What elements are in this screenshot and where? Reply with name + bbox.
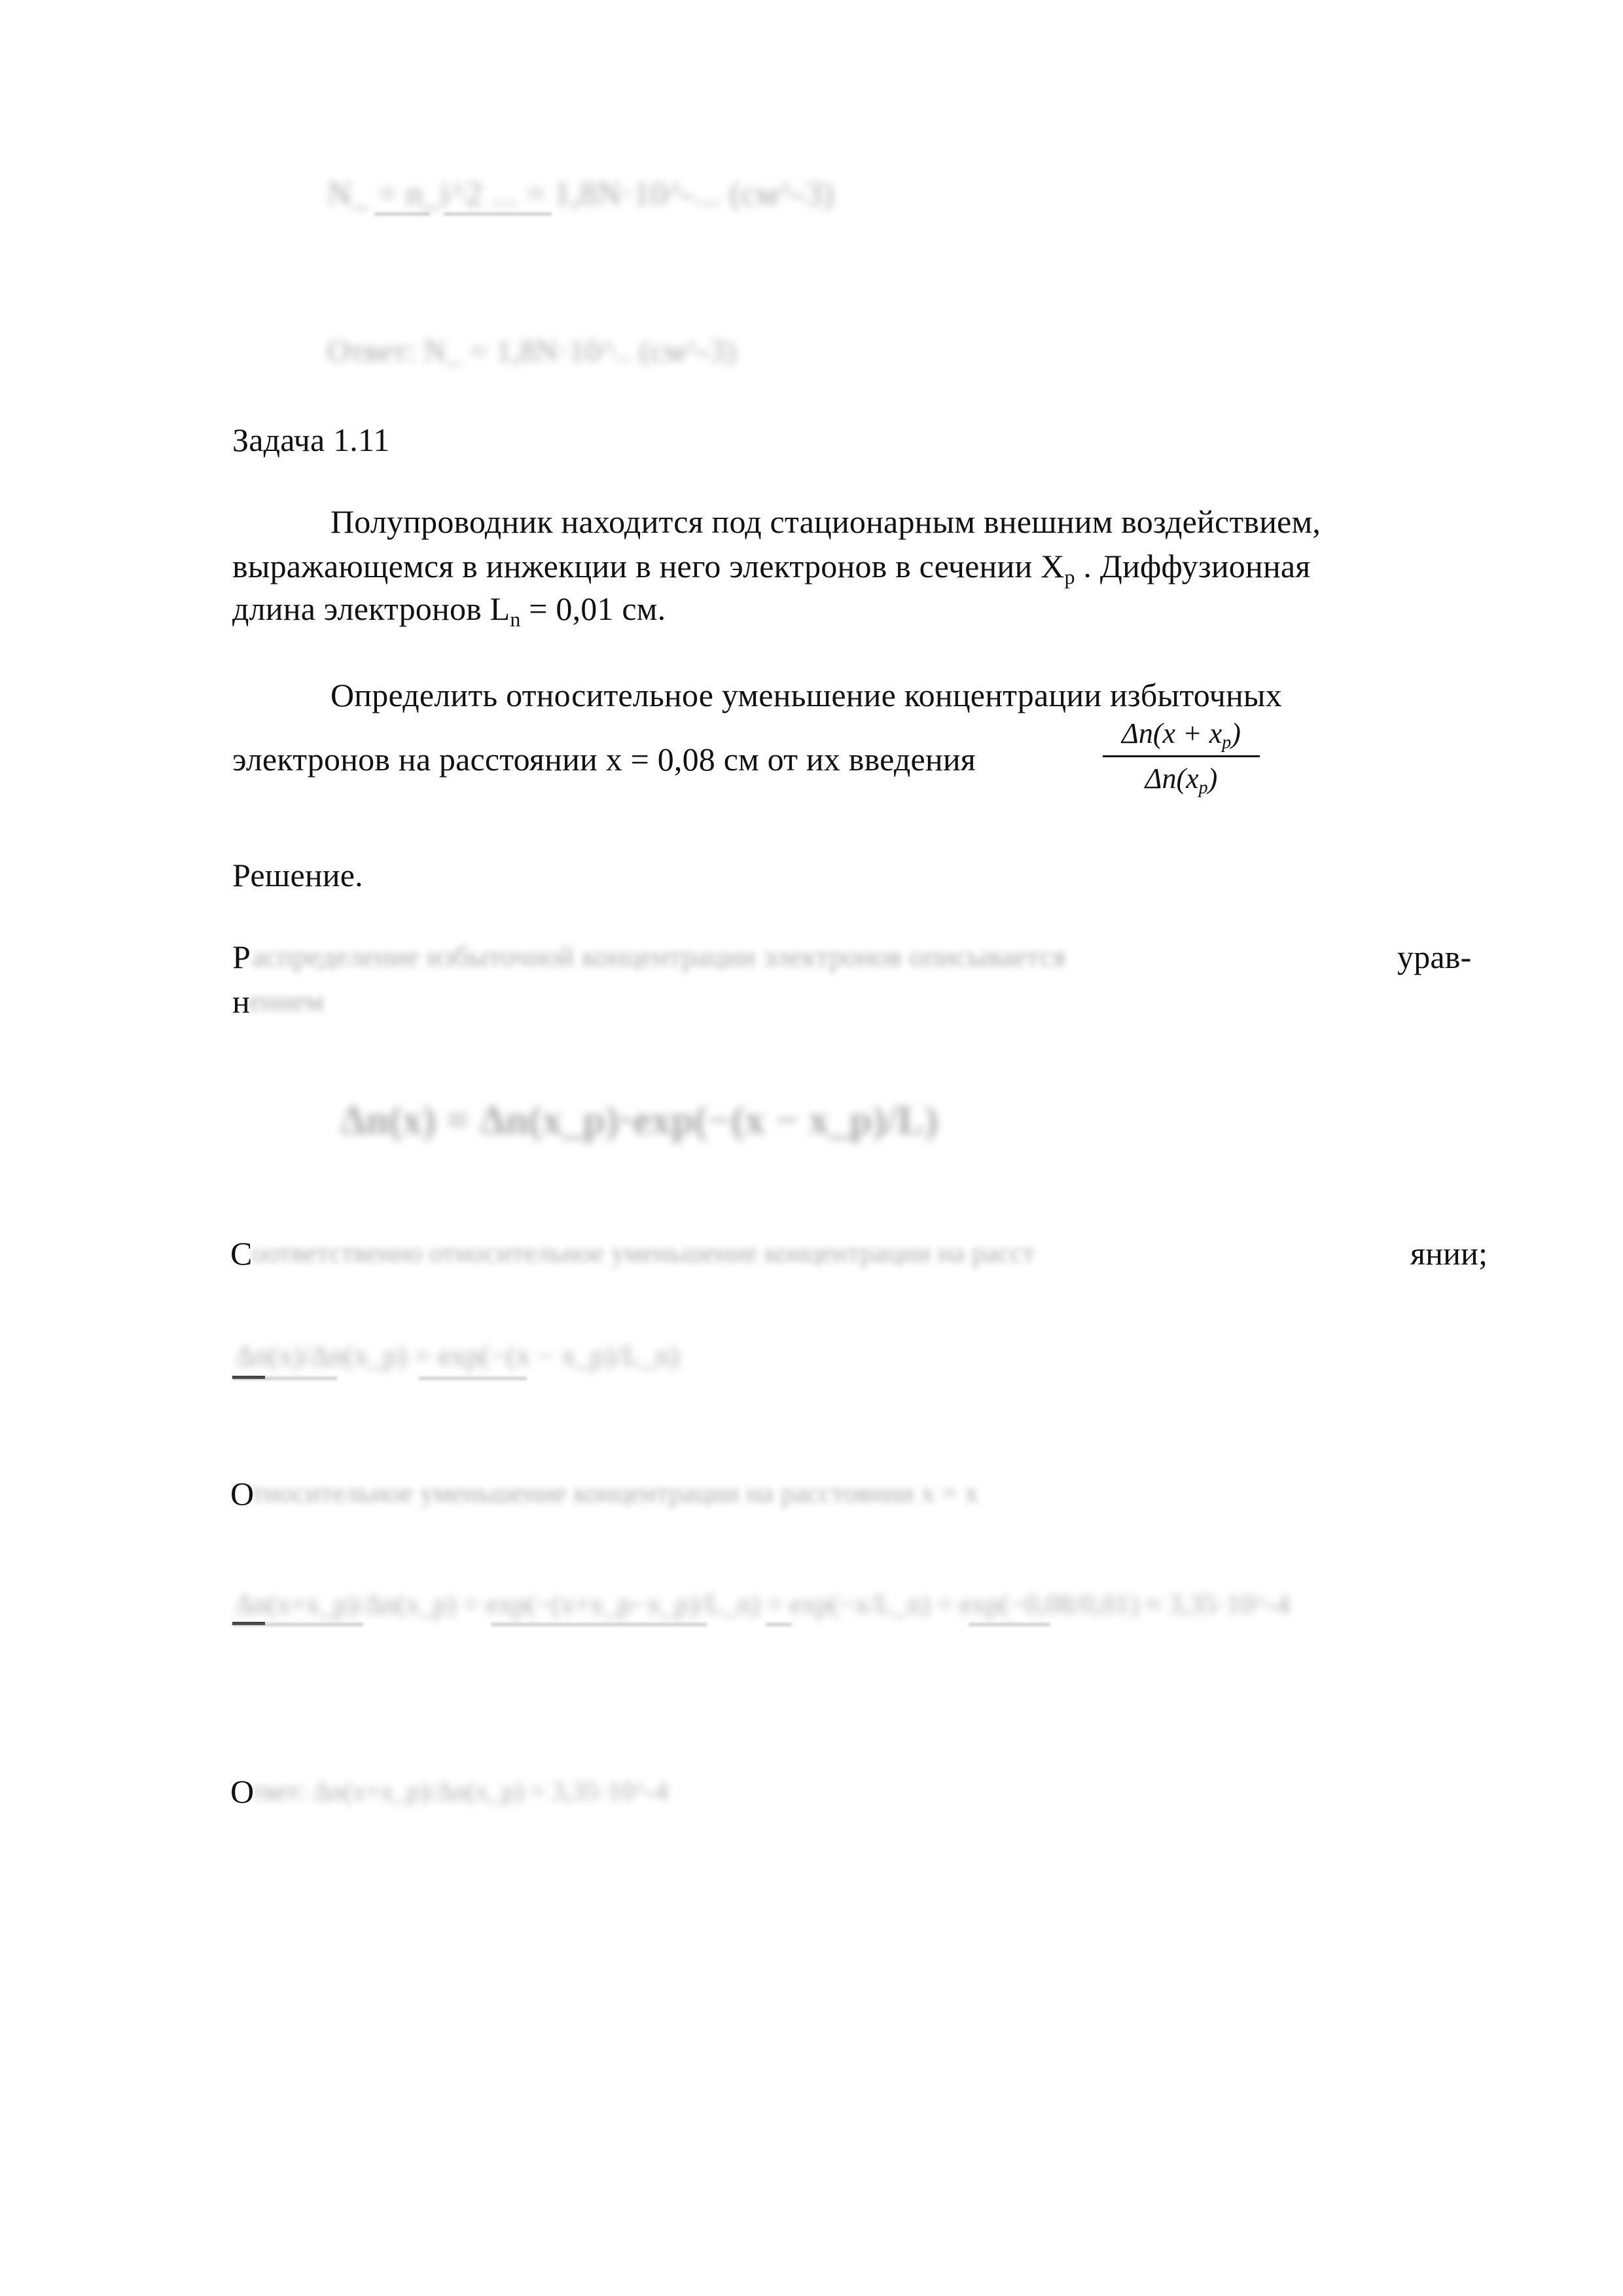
solution-line-2-start: н [232, 983, 250, 1020]
problem-text: . Диффузионная [1075, 548, 1311, 584]
blurred-equation-3: Δn(x+x_p)/Δn(x_p) = exp(−(x+x_p−x_p)/L_n) = exp(−x/L_n) = exp(−0,08/0,01) ≈ 3,35·10^-4 [236, 1590, 1291, 1620]
blurred-solution-text: аспределение избыточной концентрации электронов описывается [252, 941, 1066, 973]
problem-text: длина электронов L [232, 590, 510, 627]
solution-line-3-start: С [230, 1235, 253, 1272]
task-title: Задача 1.11 [232, 422, 390, 458]
solution-line-1-end: урав- [1397, 939, 1472, 975]
blurred-solution-text: тносительное уменьшение концентрации на расстоянии x = x [252, 1479, 979, 1509]
problem-line-3 [232, 588, 666, 630]
fraction-bar-blurred [374, 213, 430, 215]
answer-start: О [230, 1773, 255, 1810]
problem-line-2 [232, 545, 1311, 587]
subscript: n [510, 607, 521, 631]
fraction-bar-blurred [419, 1377, 527, 1380]
problem-line-1: Полупроводник находится под стационарным внешним воздействием, [330, 503, 1321, 540]
blurred-equation-2: Δn(x)/Δn(x_p) = exp(−(x − x_p)/L_n) [236, 1340, 680, 1372]
blurred-answer: твет: Δn(x+x_p)/Δn(x_p) = 3,35·10^-4 [252, 1776, 669, 1806]
blurred-equation-1: Δn(x) = Δn(x_p)·exp(−(x − x_p)/L) [340, 1098, 938, 1143]
ratio-fraction [1103, 715, 1260, 798]
blurred-formula-top: N_ = n_i^2 ... = 1,8N·10^-... (см^-3) [327, 175, 834, 213]
denominator-close: ) [1207, 762, 1218, 795]
subscript: p [1222, 732, 1232, 753]
solution-line-3-end: янии; [1410, 1235, 1488, 1272]
subscript: p [1198, 778, 1208, 798]
denominator-text: Δn(x [1145, 762, 1199, 795]
blurred-answer-top: Ответ: N_ = 1,8N·10^.. (см^-3) [327, 334, 736, 368]
fraction-bar-blurred [491, 1623, 707, 1626]
blurred-solution-text: ением [249, 985, 324, 1017]
problem-text: выражающемся в инжекции в него электронов в сечении X [232, 548, 1065, 584]
numerator-text: Δn(x + x [1122, 717, 1222, 749]
fraction-denominator [1103, 760, 1260, 798]
fraction-bar-blurred [766, 1623, 792, 1626]
problem-text: = 0,01 см. [520, 590, 666, 627]
subscript: p [1064, 565, 1075, 588]
fraction-numerator [1103, 715, 1260, 753]
solution-line-4-start: О [230, 1475, 255, 1512]
solution-title: Решение. [232, 857, 363, 893]
fraction-bar-blurred [444, 213, 552, 215]
problem-line-5: электронов на расстоянии x = 0,08 см от их введения [232, 741, 976, 778]
problem-line-4: Определить относительное уменьшение концентрации избыточных [330, 677, 1282, 713]
numerator-close: ) [1231, 717, 1241, 749]
solution-line-1-start: Р [232, 939, 251, 975]
fraction-bar [1103, 755, 1260, 757]
blurred-solution-text: оответственно относительное уменьшение концентрации на расст [252, 1238, 1035, 1268]
fraction-bar-blurred [969, 1623, 1050, 1626]
